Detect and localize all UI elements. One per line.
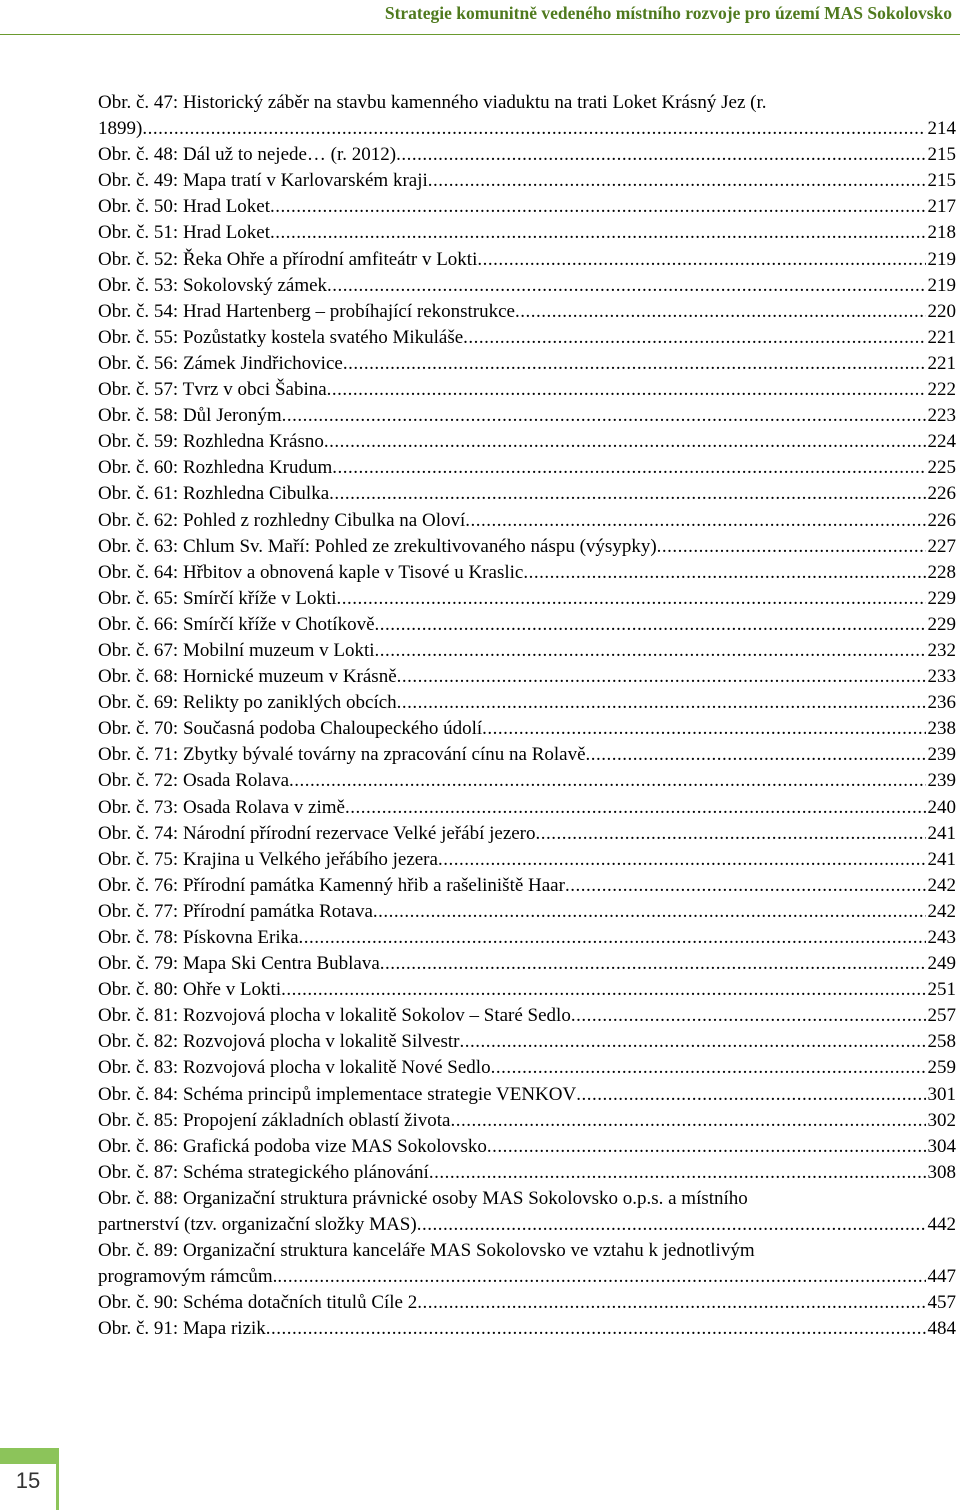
toc-entry-title: Obr. č. 53: Sokolovský zámek — [98, 274, 328, 296]
toc-page-number: 219 — [927, 248, 956, 270]
toc-page-number: 224 — [927, 431, 956, 453]
toc-dot-leader — [428, 168, 926, 194]
toc-entry[interactable] — [98, 481, 956, 507]
toc-dot-leader — [450, 1108, 925, 1134]
toc-entry-title: 1899) — [98, 118, 143, 140]
toc-entry[interactable] — [98, 90, 956, 142]
toc-page-number: 249 — [927, 953, 956, 975]
toc-dot-leader — [417, 1212, 926, 1238]
toc-entry-title: Obr. č. 52: Řeka Ohře a přírodní amfiteátr v Lokti — [98, 248, 478, 270]
toc-entry-title: Obr. č. 81: Rozvojová plocha v lokalitě Sokolov – Staré Sedlo — [98, 1005, 571, 1027]
toc-dot-leader — [373, 899, 926, 925]
toc-entry-title: Obr. č. 65: Smírčí kříže v Lokti — [98, 587, 337, 609]
toc-page-number: 251 — [927, 979, 956, 1001]
toc-entry[interactable] — [98, 247, 956, 273]
toc-line — [98, 247, 956, 273]
toc-dot-leader — [270, 220, 925, 246]
toc-line — [98, 977, 956, 1003]
toc-dot-leader — [289, 768, 925, 794]
toc-page-number: 258 — [927, 1031, 956, 1053]
toc-line — [98, 1238, 956, 1264]
toc-dot-leader — [515, 299, 926, 325]
toc-entry-title: Obr. č. 78: Pískovna Erika — [98, 927, 299, 948]
toc-line — [98, 299, 956, 325]
toc-entry-title: Obr. č. 77: Přírodní památka Rotava — [98, 900, 373, 922]
toc-dot-leader — [417, 1290, 925, 1316]
toc-entry-title: Obr. č. 86: Grafická podoba vize MAS Sokolovsko — [98, 1135, 487, 1157]
toc-dot-leader — [438, 847, 926, 873]
toc-entry-title: Obr. č. 91: Mapa rizik — [98, 1318, 266, 1340]
toc-dot-leader — [465, 508, 925, 534]
toc-entry[interactable] — [98, 899, 956, 925]
toc-line — [98, 768, 956, 794]
toc-entry[interactable] — [98, 977, 956, 1003]
toc-line — [98, 925, 956, 951]
toc-entry-title: Obr. č. 67: Mobilní muzeum v Lokti — [98, 639, 375, 661]
page-number-accent-bar — [0, 1448, 58, 1464]
toc-dot-leader — [565, 873, 926, 899]
toc-entry-title: Obr. č. 47: Historický záběr na stavbu kamenného viaduktu na trati Loket Krásný Jez (r. — [98, 92, 767, 113]
toc-page-number: 222 — [927, 379, 956, 401]
toc-line — [98, 142, 956, 168]
toc-entry-title: Obr. č. 71: Zbytky bývalé továrny na zpracování cínu na Rolavě — [98, 744, 586, 766]
toc-entry[interactable] — [98, 194, 956, 220]
toc-entry[interactable] — [98, 560, 956, 586]
toc-line — [98, 403, 956, 429]
toc-entry[interactable] — [98, 768, 956, 794]
page-header — [0, 0, 960, 40]
toc-page-number: 242 — [927, 900, 956, 922]
toc-entry[interactable] — [98, 1003, 956, 1029]
toc-entry-title: Obr. č. 90: Schéma dotačních titulů Cíle 2 — [98, 1292, 418, 1314]
toc-entry-title: Obr. č. 58: Důl Jeroným — [98, 405, 282, 427]
toc-entry[interactable] — [98, 690, 956, 716]
toc-dot-leader — [345, 795, 926, 821]
toc-page-number: 232 — [927, 639, 956, 661]
toc-entry[interactable] — [98, 403, 956, 429]
toc-page-number: 236 — [927, 692, 956, 714]
toc-line — [98, 429, 956, 455]
toc-line — [98, 116, 956, 142]
toc-line — [98, 1290, 956, 1316]
toc-entry-title: Obr. č. 72: Osada Rolava — [98, 770, 290, 792]
toc-dot-leader — [477, 247, 925, 273]
toc-entry[interactable] — [98, 612, 956, 638]
toc-dot-leader — [281, 977, 925, 1003]
toc-page-number: 214 — [927, 118, 956, 140]
toc-dot-leader — [332, 455, 925, 481]
toc-entry-title: programovým rámcům. — [98, 1266, 278, 1288]
toc-entry-title: Obr. č. 61: Rozhledna Cibulka — [98, 483, 330, 505]
toc-line — [98, 1082, 956, 1108]
list-of-figures — [98, 90, 956, 1343]
toc-entry[interactable] — [98, 220, 956, 246]
toc-entry[interactable] — [98, 1316, 956, 1342]
toc-page-number: 221 — [927, 352, 956, 374]
toc-page-number: 238 — [927, 718, 956, 740]
toc-dot-leader — [270, 194, 925, 220]
toc-entry-title: Obr. č. 48: Dál už to nejede… (r. 2012) — [98, 144, 397, 166]
toc-page-number: 218 — [927, 222, 956, 244]
toc-dot-leader — [375, 638, 926, 664]
toc-page-number: 308 — [927, 1161, 956, 1183]
toc-dot-leader — [586, 742, 926, 768]
toc-line — [98, 560, 956, 586]
toc-entry-title: Obr. č. 87: Schéma strategického plánování — [98, 1161, 429, 1183]
toc-entry-title: Obr. č. 57: Tvrz v obci Šabina — [98, 379, 327, 401]
toc-line — [98, 325, 956, 351]
toc-entry[interactable] — [98, 299, 956, 325]
toc-entry[interactable] — [98, 821, 956, 847]
toc-line — [98, 1212, 956, 1238]
toc-page-number: 241 — [927, 822, 956, 844]
toc-line — [98, 1003, 956, 1029]
toc-entry[interactable] — [98, 534, 956, 560]
toc-dot-leader — [380, 951, 926, 977]
toc-dot-leader — [491, 1055, 926, 1081]
toc-entry-title: partnerství (tzv. organizační složky MAS) — [98, 1214, 417, 1236]
toc-entry[interactable] — [98, 1055, 956, 1081]
toc-entry-title: Obr. č. 50: Hrad Loket — [98, 196, 271, 218]
toc-line — [98, 1055, 956, 1081]
toc-entry-title: Obr. č. 56: Zámek Jindřichovice — [98, 352, 343, 374]
toc-entry[interactable] — [98, 1238, 956, 1290]
toc-page-number: 215 — [927, 144, 956, 166]
toc-dot-leader — [277, 1264, 925, 1290]
toc-dot-leader — [397, 664, 926, 690]
toc-entry[interactable] — [98, 1290, 956, 1316]
toc-entry[interactable] — [98, 168, 956, 194]
toc-page-number: 302 — [927, 1109, 956, 1131]
toc-line — [98, 690, 956, 716]
toc-line — [98, 168, 956, 194]
toc-dot-leader — [375, 612, 926, 638]
header-divider — [0, 34, 960, 35]
toc-dot-leader — [266, 1316, 926, 1342]
toc-entry[interactable] — [98, 742, 956, 768]
toc-page-number: 239 — [927, 770, 956, 792]
toc-line — [98, 742, 956, 768]
toc-entry[interactable] — [98, 1186, 956, 1238]
toc-entry-title: Obr. č. 82: Rozvojová plocha v lokalitě Silvestr — [98, 1031, 460, 1053]
toc-entry-title: Obr. č. 73: Osada Rolava v zimě — [98, 796, 345, 818]
toc-dot-leader — [459, 1029, 925, 1055]
toc-line — [98, 481, 956, 507]
toc-line — [98, 194, 956, 220]
toc-entry-title: Obr. č. 75: Krajina u Velkého jeřábího jezera — [98, 848, 438, 870]
toc-dot-leader — [327, 377, 926, 403]
toc-dot-leader — [463, 325, 925, 351]
toc-page-number: 229 — [927, 587, 956, 609]
toc-page-number: 257 — [927, 1005, 956, 1027]
toc-dot-leader — [523, 560, 925, 586]
toc-entry[interactable] — [98, 377, 956, 403]
toc-dot-leader — [142, 116, 925, 142]
toc-entry[interactable] — [98, 508, 956, 534]
toc-dot-leader — [343, 351, 926, 377]
toc-line — [98, 612, 956, 638]
toc-entry-title: Obr. č. 83: Rozvojová plocha v lokalitě Nové Sedlo — [98, 1057, 491, 1079]
toc-page-number: 219 — [927, 274, 956, 296]
toc-page-number: 304 — [927, 1135, 956, 1157]
toc-line — [98, 847, 956, 873]
toc-page-number: 240 — [927, 796, 956, 818]
toc-entry-title: Obr. č. 54: Hrad Hartenberg – probíhající rekonstrukce — [98, 300, 515, 322]
toc-line — [98, 351, 956, 377]
toc-dot-leader — [536, 821, 926, 847]
toc-page-number: 239 — [927, 744, 956, 766]
toc-line — [98, 220, 956, 246]
toc-entry-title: Obr. č. 68: Hornické muzeum v Krásně — [98, 666, 397, 688]
page-number: 15 — [15, 1468, 41, 1493]
toc-dot-leader — [576, 1082, 925, 1108]
toc-page-number: 457 — [927, 1292, 956, 1314]
page-number-accent-line — [56, 1448, 59, 1510]
toc-entry[interactable] — [98, 925, 956, 951]
toc-dot-leader — [299, 925, 926, 951]
toc-entry-title: Obr. č. 66: Smírčí kříže v Chotíkově — [98, 613, 375, 635]
toc-entry[interactable] — [98, 1108, 956, 1134]
toc-page-number: 217 — [927, 196, 956, 218]
toc-line — [98, 534, 956, 560]
toc-page-number: 243 — [927, 927, 956, 948]
toc-entry[interactable] — [98, 351, 956, 377]
toc-line — [98, 1108, 956, 1134]
toc-entry-title: Obr. č. 88: Organizační struktura právnické osoby MAS Sokolovsko o.p.s. a místního — [98, 1187, 748, 1209]
toc-entry[interactable] — [98, 847, 956, 873]
toc-line — [98, 899, 956, 925]
toc-entry[interactable] — [98, 1160, 956, 1186]
toc-entry[interactable] — [98, 873, 956, 899]
toc-page-number: 442 — [927, 1214, 956, 1236]
toc-dot-leader — [429, 1160, 926, 1186]
toc-dot-leader — [482, 716, 925, 742]
toc-line — [98, 1186, 956, 1212]
toc-entry[interactable] — [98, 325, 956, 351]
toc-entry-title: Obr. č. 64: Hřbitov a obnovená kaple v Tisové u Kraslic — [98, 561, 524, 583]
toc-entry-title: Obr. č. 80: Ohře v Lokti — [98, 979, 282, 1001]
toc-dot-leader — [396, 142, 925, 168]
toc-entry[interactable] — [98, 586, 956, 612]
toc-page-number: 233 — [927, 666, 956, 688]
toc-dot-leader — [657, 534, 926, 560]
toc-entry-title: Obr. č. 62: Pohled z rozhledny Cibulka na Oloví — [98, 509, 466, 531]
toc-entry[interactable] — [98, 142, 956, 168]
toc-page-number: 242 — [927, 874, 956, 896]
toc-page-number: 221 — [927, 326, 956, 348]
toc-entry-title: Obr. č. 84: Schéma principů implementace strategie VENKOV — [98, 1083, 577, 1105]
toc-entry[interactable] — [98, 1029, 956, 1055]
toc-entry-title: Obr. č. 55: Pozůstatky kostela svatého Mikuláše — [98, 326, 464, 348]
toc-page-number: 447 — [927, 1266, 956, 1288]
toc-line — [98, 273, 956, 299]
toc-entry[interactable] — [98, 273, 956, 299]
toc-dot-leader — [327, 273, 925, 299]
toc-dot-leader — [329, 481, 925, 507]
toc-page-number: 223 — [927, 405, 956, 427]
toc-page-number: 228 — [927, 561, 956, 583]
toc-entry[interactable] — [98, 951, 956, 977]
toc-line — [98, 951, 956, 977]
toc-line — [98, 716, 956, 742]
toc-entry-title: Obr. č. 74: Národní přírodní rezervace Velké jeřábí jezero — [98, 822, 536, 844]
toc-entry[interactable] — [98, 455, 956, 481]
toc-entry[interactable] — [98, 795, 956, 821]
toc-line — [98, 508, 956, 534]
toc-page-number: 226 — [927, 483, 956, 505]
toc-entry-title: Obr. č. 85: Propojení základních oblastí života — [98, 1109, 451, 1131]
toc-entry[interactable] — [98, 1082, 956, 1108]
toc-dot-leader — [487, 1134, 926, 1160]
toc-page-number: 227 — [927, 535, 956, 557]
toc-line — [98, 1134, 956, 1160]
toc-entry-title: Obr. č. 60: Rozhledna Krudum — [98, 457, 333, 479]
toc-line — [98, 873, 956, 899]
toc-dot-leader — [282, 403, 926, 429]
toc-entry-title: Obr. č. 70: Současná podoba Chaloupeckého údolí — [98, 718, 483, 740]
toc-entry[interactable] — [98, 638, 956, 664]
toc-line — [98, 455, 956, 481]
page-number-box — [0, 1448, 58, 1510]
toc-page-number: 241 — [927, 848, 956, 870]
toc-page-number: 226 — [927, 509, 956, 531]
toc-entry[interactable] — [98, 1134, 956, 1160]
toc-dot-leader — [324, 429, 926, 455]
toc-entry-title: Obr. č. 89: Organizační struktura kanceláře MAS Sokolovsko ve vztahu k jednotlivým — [98, 1240, 755, 1262]
toc-page-number: 484 — [927, 1318, 956, 1340]
toc-entry-title: Obr. č. 51: Hrad Loket — [98, 222, 271, 244]
toc-line — [98, 1264, 956, 1290]
toc-line — [98, 821, 956, 847]
toc-entry[interactable] — [98, 664, 956, 690]
toc-entry-title: Obr. č. 79: Mapa Ski Centra Bublava — [98, 953, 380, 975]
toc-line — [98, 638, 956, 664]
toc-dot-leader — [571, 1003, 926, 1029]
toc-entry[interactable] — [98, 716, 956, 742]
toc-line — [98, 586, 956, 612]
toc-entry-title: Obr. č. 69: Relikty po zaniklých obcích — [98, 692, 397, 714]
toc-line — [98, 664, 956, 690]
toc-entry[interactable] — [98, 429, 956, 455]
toc-line — [98, 1160, 956, 1186]
toc-entry-title: Obr. č. 76: Přírodní památka Kamenný hřib a rašeliniště Haar — [98, 874, 565, 896]
toc-dot-leader — [337, 586, 926, 612]
toc-page-number: 301 — [927, 1083, 956, 1105]
toc-entry-title: Obr. č. 49: Mapa tratí v Karlovarském kraji — [98, 170, 428, 192]
toc-page-number: 220 — [927, 300, 956, 322]
toc-line — [98, 90, 956, 116]
toc-page-number: 215 — [927, 170, 956, 192]
header-title: Strategie komunitně vedeného místního rozvoje pro území MAS Sokolovsko — [384, 3, 952, 23]
toc-line — [98, 377, 956, 403]
toc-line — [98, 1316, 956, 1342]
toc-line — [98, 795, 956, 821]
toc-entry-title: Obr. č. 59: Rozhledna Krásno — [98, 431, 324, 453]
toc-page-number: 229 — [927, 613, 956, 635]
toc-line — [98, 1029, 956, 1055]
toc-entry-title: Obr. č. 63: Chlum Sv. Maří: Pohled ze zrekultivovaného náspu (výsypky) — [98, 535, 657, 557]
toc-dot-leader — [397, 690, 926, 716]
toc-page-number: 259 — [927, 1057, 956, 1079]
toc-page-number: 225 — [927, 457, 956, 479]
